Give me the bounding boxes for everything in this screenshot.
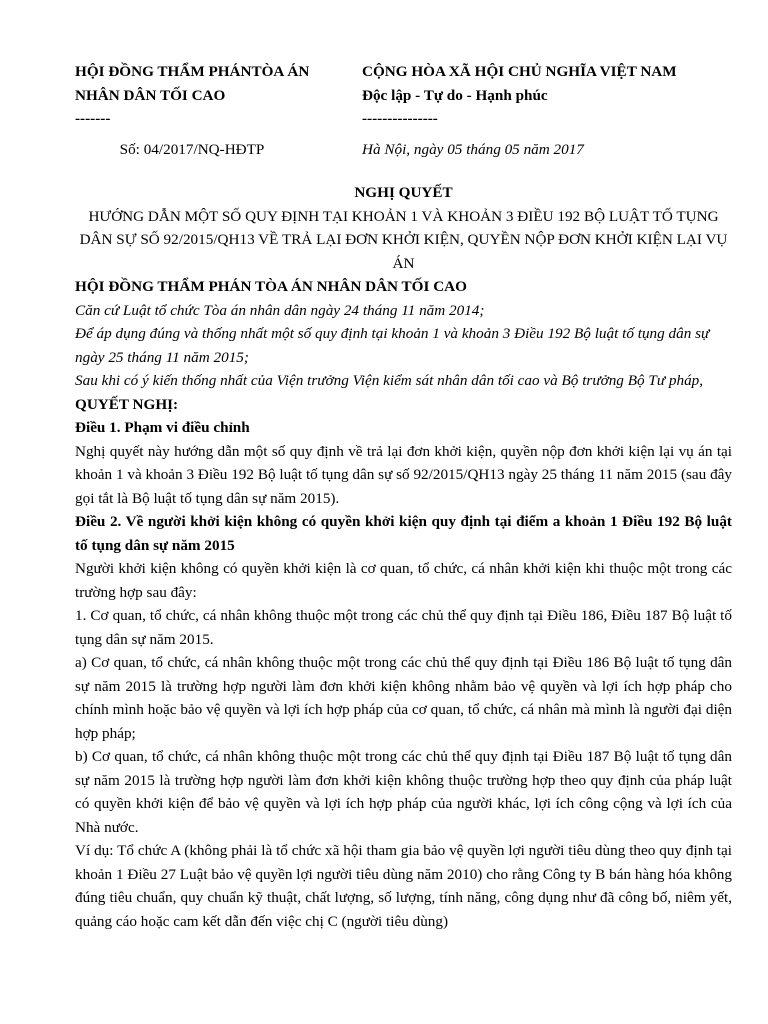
legal-basis-3: Sau khi có ý kiến thống nhất của Viện trưởng Viện kiểm sát nhân dân tối cao và Bộ trưởng Bộ Tư pháp, [75,372,704,389]
document-subtitle: HƯỚNG DẪN MỘT SỐ QUY ĐỊNH TẠI KHOẢN 1 VÀ KHOẢN 3 ĐIỀU 192 BỘ LUẬT TỐ TỤNG DÂN SỰ SỐ 92/2015/QH13 VỀ TRẢ LẠI ĐƠN KHỞI KIỆN, QUYỀN NỘP ĐƠN KHỞI KIỆN LẠI VỤ ÁN [79,207,728,272]
article-2-title: Điều 2. Về người khởi kiện không có quyền khởi kiện quy định tại điểm a khoản 1 Điều 192 Bộ luật tố tụng dân sự năm 2015 [75,513,732,554]
reference-row [75,138,732,162]
document-number: Số: 04/2017/NQ-HĐTP [119,140,265,158]
document-page [75,60,732,933]
legal-basis-2: Để áp dụng đúng và thống nhất một số quy định tại khoản 1 và khoản 3 Điều 192 Bộ luật tố tụng dân sự ngày 25 tháng 11 năm 2015; [75,325,710,366]
article-2-item-b: b) Cơ quan, tổ chức, cá nhân không thuộc một trong các chủ thể quy định tại Điều 187 Bộ luật tố tụng dân sự năm 2015 là trường hợp người làm đơn khởi kiện không thuộc trường hợp theo quy định của pháp luật có quyền khởi kiện để bảo vệ quyền và lợi ích hợp pháp của người khác, lợi ích công cộng và lợi ích của Nhà nước. [75,748,732,836]
issuing-authority-rule: ------- [75,110,111,127]
national-motto-block [362,60,732,131]
title-block [75,181,732,275]
article-2-intro: Người khởi kiện không có quyền khởi kiện là cơ quan, tổ chức, cá nhân khởi kiện khi thuộc một trong các trường hợp sau đây: [75,560,732,601]
article-2-item-1: 1. Cơ quan, tổ chức, cá nhân không thuộc một trong các chủ thể quy định tại Điều 186, Điều 187 Bộ luật tố tụng dân sự năm 2015. [75,607,732,648]
issuing-authority-line2: NHÂN DÂN TỐI CAO [75,86,226,104]
article-1-text: Nghị quyết này hướng dẫn một số quy định về trả lại đơn khởi kiện, quyền nộp đơn khởi kiện lại vụ án tại khoản 1 và khoản 3 Điều 192 Bộ luật tố tụng dân sự số 92/2015/QH13 ngày 25 tháng 11 năm 2015 (sau đây gọi tắt là Bộ luật tố tụng dân sự năm 2015). [75,442,732,507]
issuing-authority-block [75,60,362,131]
document-title: NGHỊ QUYẾT [354,184,453,201]
council-heading: HỘI ĐỒNG THẨM PHÁN TÒA ÁN NHÂN DÂN TỐI CAO [75,278,467,295]
national-motto: Độc lập - Tự do - Hạnh phúc [362,86,548,104]
issuing-authority-line1: HỘI ĐỒNG THẨM PHÁNTÒA ÁN [75,63,310,80]
resolves-heading: QUYẾT NGHỊ: [75,395,179,413]
document-header [75,60,732,131]
article-1-title: Điều 1. Phạm vi điều chỉnh [75,419,250,436]
country-name: CỘNG HÒA XÃ HỘI CHỦ NGHĨA VIỆT NAM [362,63,677,80]
example-paragraph: Ví dụ: Tổ chức A (không phải là tổ chức xã hội tham gia bảo vệ quyền lợi người tiêu dùng theo quy định tại khoản 1 Điều 27 Luật bảo vệ quyền lợi người tiêu dùng năm 2010) cho rằng Công ty B bán hàng hóa không đúng tiêu chuẩn, quy chuẩn kỹ thuật, chất lượng, số lượng, tính năng, công dụng như đã công bố, niêm yết, quảng cáo hoặc cam kết dẫn đến việc chị C (người tiêu dùng) [75,842,732,930]
national-motto-rule: --------------- [362,110,438,127]
article-2-item-a: a) Cơ quan, tổ chức, cá nhân không thuộc một trong các chủ thể quy định tại Điều 186 Bộ luật tố tụng dân sự năm 2015 là trường hợp người làm đơn khởi kiện không nhằm bảo vệ quyền và lợi ích hợp pháp cho chính mình hoặc bảo vệ quyền và lợi ích hợp pháp của cơ quan, tổ chức, cá nhân mà mình là người đại diện hợp pháp; [75,654,732,742]
legal-basis-1: Căn cứ Luật tổ chức Tòa án nhân dân ngày 24 tháng 11 năm 2014; [75,301,485,319]
place-and-date: Hà Nội, ngày 05 tháng 05 năm 2017 [362,140,584,158]
